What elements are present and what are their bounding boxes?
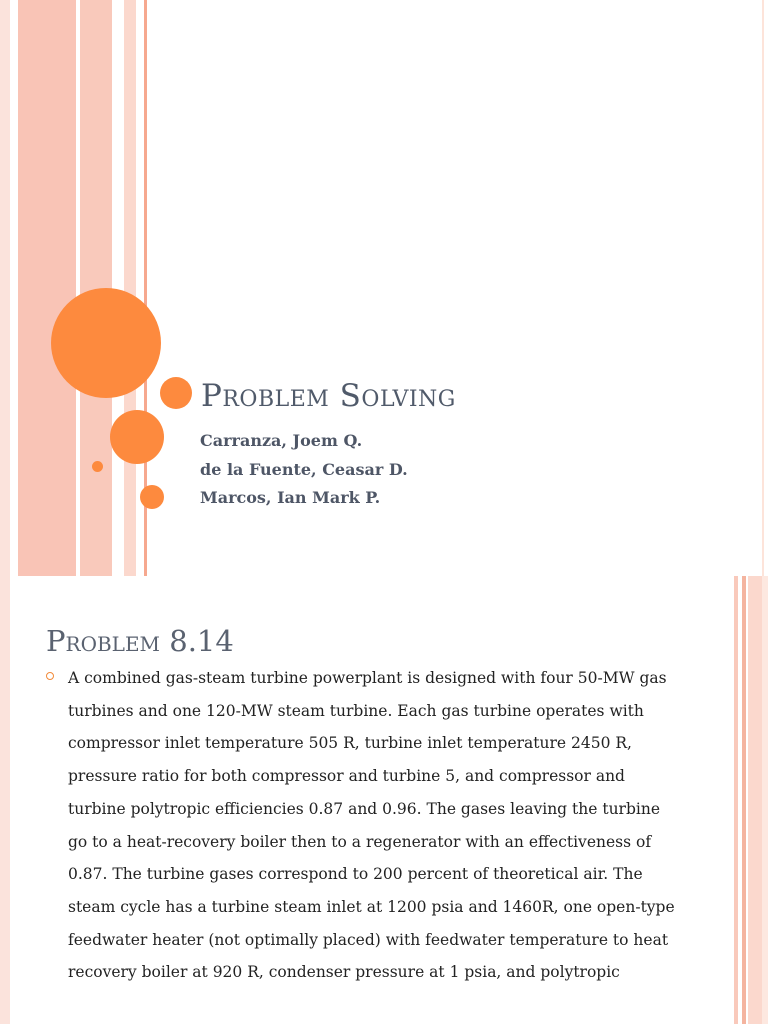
author-name: de la Fuente, Ceasar D.	[200, 459, 408, 479]
decor-stripe	[742, 576, 746, 1024]
decor-circle	[110, 410, 164, 464]
decor-stripe	[0, 576, 10, 1024]
bullet-icon	[46, 672, 54, 680]
decor-stripe	[18, 0, 76, 576]
decor-circle	[51, 288, 161, 398]
decor-stripe	[734, 576, 738, 1024]
decor-stripe	[762, 576, 768, 1024]
decor-stripe	[748, 576, 762, 1024]
decor-stripe	[10, 0, 18, 576]
author-list	[200, 427, 408, 513]
decor-stripe	[762, 0, 764, 576]
problem-slide	[0, 576, 768, 1024]
slide-title: Problem Solving	[201, 378, 456, 414]
author-name: Marcos, Ian Mark P.	[200, 488, 381, 507]
problem-text: A combined gas-steam turbine powerplant is designed with four 50-MW gas turbines and one 120-MW steam turbine. Each gas turbine operates with compressor inlet temperature 505 R, turbine inlet temperature 2450 R, pressure ratio for both compressor and turbine 5, and compressor and turbine polytropic efficiencies 0.87 and 0.96. The gases leaving the turbine go to a heat-recovery boiler then to a regenerator with an effectiveness of 0.87. The turbine gases correspond to 200 percent of theoretical air. The steam cycle has a turbine steam inlet at 1200 psia and 1460R, one open-type feedwater heater (not optimally placed) with feedwater temperature to heat recovery boiler at 920 R, condenser pressure at 1 psia, and polytropic	[68, 669, 675, 982]
decor-circle	[92, 461, 103, 472]
decor-circle	[160, 377, 192, 409]
author-name: Carranza, Joem Q.	[200, 431, 363, 450]
decor-stripe	[0, 0, 10, 576]
decor-stripe	[124, 0, 136, 576]
decor-circle	[140, 485, 164, 509]
problem-title: Problem 8.14	[46, 624, 234, 658]
